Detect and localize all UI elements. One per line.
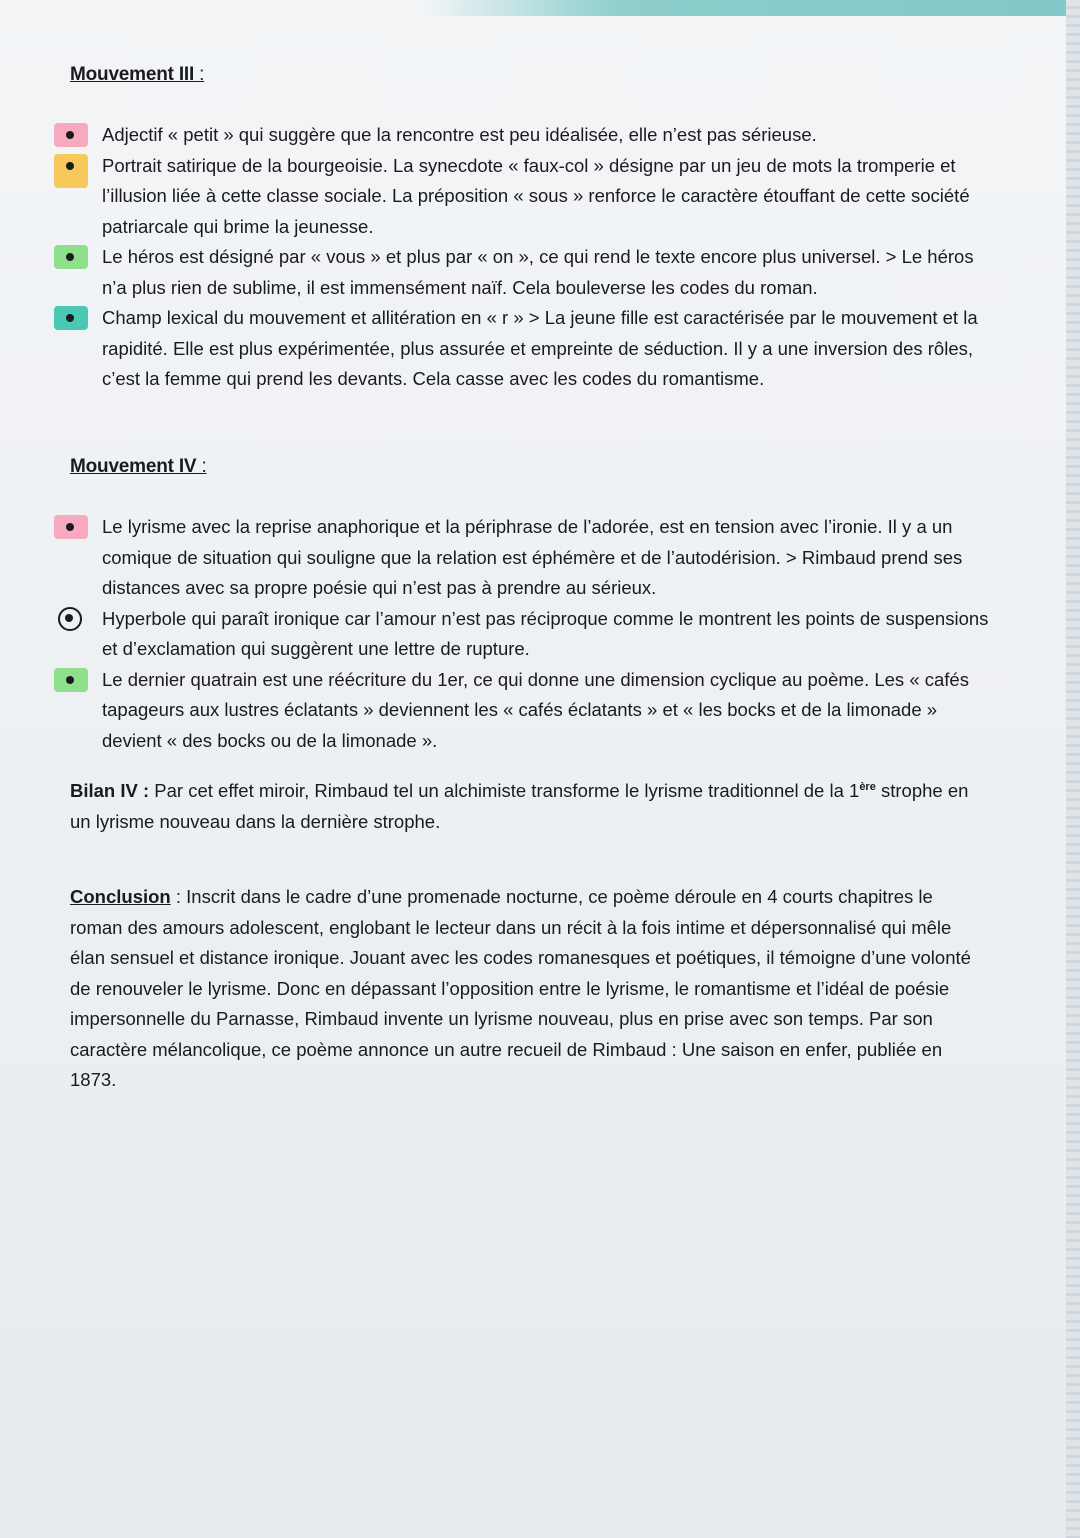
bilan-4-label: Bilan IV : bbox=[70, 780, 150, 802]
yellow-highlight-bullet-icon bbox=[54, 154, 88, 188]
page-edge bbox=[1066, 0, 1080, 1538]
list-item: Le dernier quatrain est une réécriture du 1er, ce qui donne une dimension cyclique au poème. Les « cafés tapageurs aux lustres éclatants » deviennent les « cafés éclatants » et « les bocks et de la limonade » devient « des bocks ou de la limonade ». bbox=[70, 665, 990, 757]
circled-bullet-icon bbox=[54, 607, 88, 631]
list-item: Le héros est désigné par « vous » et plus par « on », ce qui rend le texte encore plus universel. > Le héros n’a plus rien de sublime, il est immensément naïf. Cela bouleverse les codes du roman. bbox=[70, 242, 990, 303]
mouvement-4-section bbox=[70, 456, 990, 837]
green-highlight-bullet-icon bbox=[54, 668, 88, 692]
pink-highlight-bullet-icon bbox=[54, 515, 88, 539]
list-item: Portrait satirique de la bourgeoisie. La synecdote « faux-col » désigne par un jeu de mots la tromperie et l’illusion liée à cette classe sociale. La préposition « sous » renforce le caractère étouffant de cette société patriarcale qui brime la jeunesse. bbox=[70, 151, 990, 243]
list-item: Hyperbole qui paraît ironique car l’amour n’est pas réciproque comme le montrent les points de suspensions et d’exclamation qui suggèrent une lettre de rupture. bbox=[70, 604, 990, 665]
conclusion-section bbox=[70, 882, 990, 1096]
green-highlight-bullet-icon bbox=[54, 245, 88, 269]
list-item: Adjectif « petit » qui suggère que la rencontre est peu idéalisée, elle n’est pas sérieuse. bbox=[70, 120, 990, 151]
conclusion-paragraph: Conclusion : Inscrit dans le cadre d’une promenade nocturne, ce poème déroule en 4 courts chapitres le roman des amours adolescent, englobant le lecteur dans un récit à la fois intime et dépersonnalisé qui mêle élan sensuel et distance ironique. Jouant avec les codes romanesques et poétiques, il témoigne d’une volonté de renouveler le lyrisme. Donc en dépassant l’opposition entre le lyrisme, le romantisme et l’idéal de poésie impersonnelle du Parnasse, Rimbaud invente un lyrisme nouveau, plus en prise avec son temps. Par son caractère mélancolique, ce poème annonce un autre recueil de Rimbaud : Une saison en enfer, publiée en 1873. bbox=[70, 886, 971, 1090]
conclusion-label: Conclusion bbox=[70, 886, 171, 907]
bilan-4-paragraph: Bilan IV : Par cet effet miroir, Rimbaud tel un alchimiste transforme le lyrisme traditionnel de la 1ère strophe en un lyrisme nouveau dans la dernière strophe. bbox=[70, 780, 969, 832]
pink-highlight-bullet-icon bbox=[54, 123, 88, 147]
list-item: Champ lexical du mouvement et allitération en « r » > La jeune fille est caractérisée par le mouvement et la rapidité. Elle est plus expérimentée, plus assurée et empreinte de séduction. Il y a une inversion des rôles, c’est la femme qui prend les devants. Cela casse avec les codes du romantisme. bbox=[70, 303, 990, 395]
mouvement-4-title: Mouvement IV : bbox=[70, 456, 207, 477]
teal-highlight-bullet-icon bbox=[54, 306, 88, 330]
mouvement-3-title: Mouvement III : bbox=[70, 64, 205, 85]
top-color-band bbox=[420, 0, 1080, 16]
list-item: Le lyrisme avec la reprise anaphorique et la périphrase de l’adorée, est en tension avec l’ironie. Il y a un comique de situation qui souligne que la relation est éphémère et de l’autodérision. > Rimbaud prend ses distances avec sa propre poésie qui n’est pas à prendre au sérieux. bbox=[70, 512, 990, 604]
mouvement-3-section bbox=[70, 64, 990, 395]
